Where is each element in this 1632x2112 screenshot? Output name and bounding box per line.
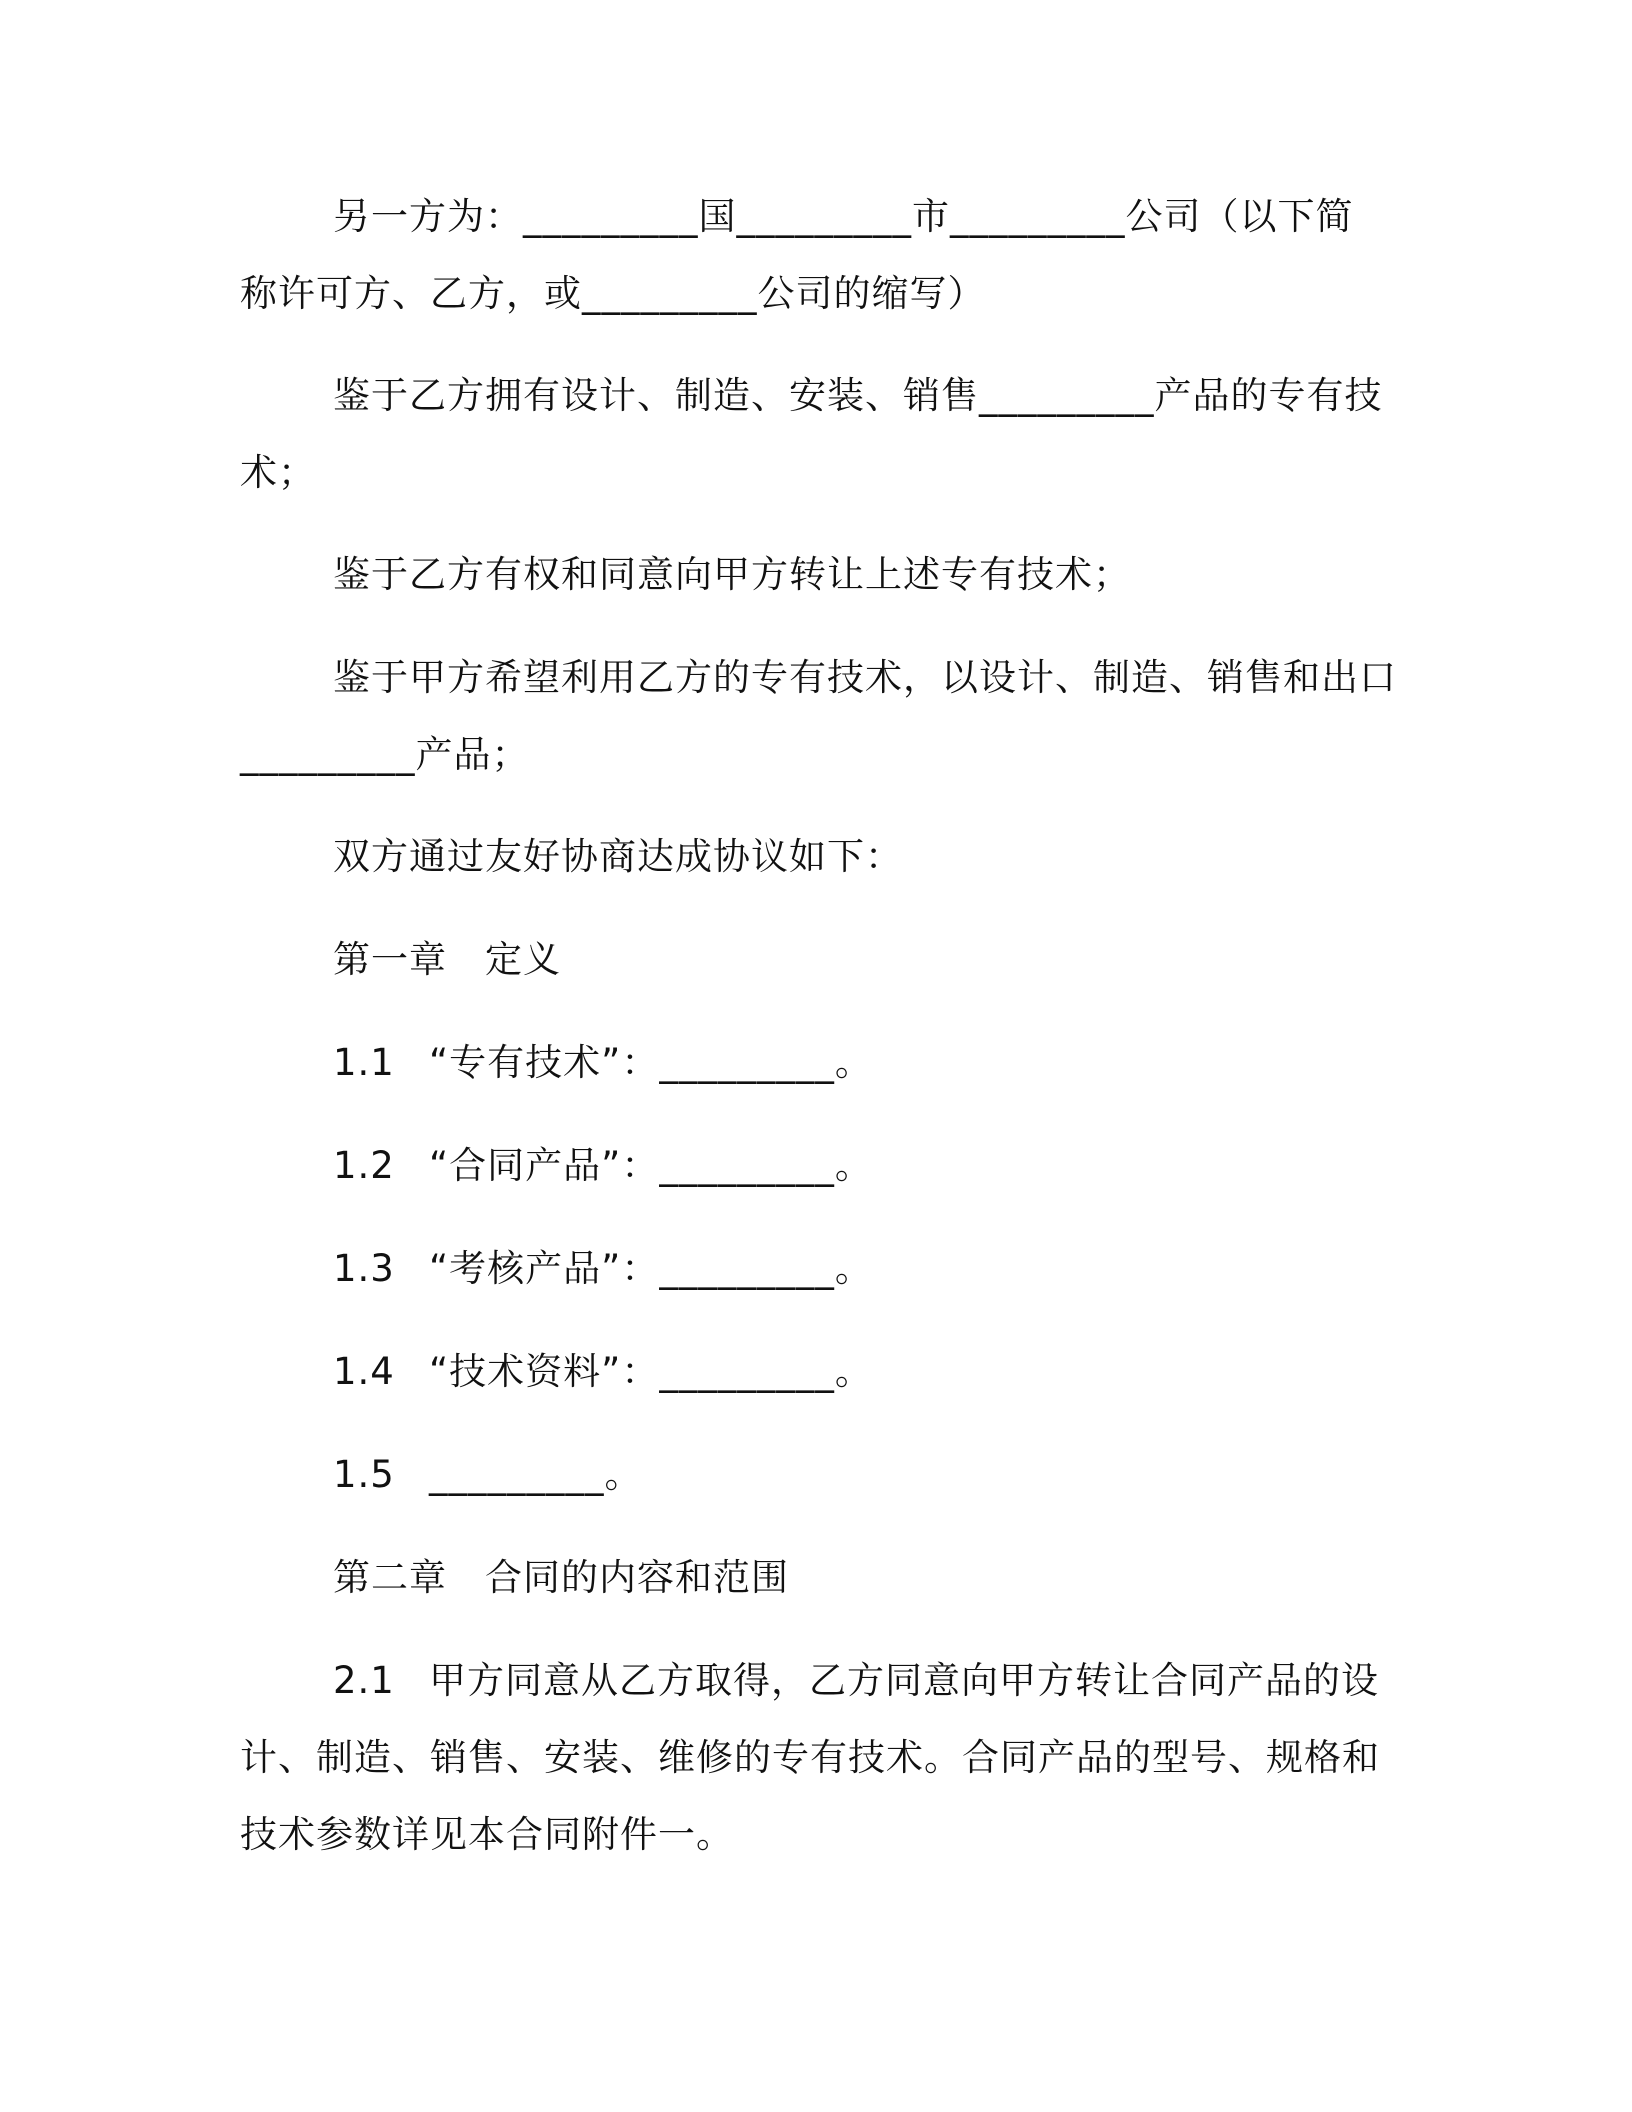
paragraph-other-party-line1: 另一方为：_________国_________市_________公司（以下简	[333, 195, 1354, 238]
paragraph-agreement-intro: 双方通过友好协商达成协议如下：	[333, 835, 903, 878]
definition-number: 1.5	[333, 1453, 395, 1496]
paragraph-whereas-3-line1: 鉴于甲方希望利用乙方的专有技术，以设计、制造、销售和出口	[333, 656, 1397, 699]
definition-number: 1.2	[333, 1144, 395, 1187]
clause-text: 甲方同意从乙方取得，乙方同意向甲方转让合同产品的设	[429, 1659, 1379, 1702]
paragraph-whereas-3-line2: _________产品；	[240, 733, 530, 776]
clause-2-1-line2: 计、制造、销售、安装、维修的专有技术。合同产品的型号、规格和	[240, 1736, 1380, 1779]
paragraph-whereas-1-line2: 术；	[240, 451, 316, 494]
paragraph-whereas-1-line1: 鉴于乙方拥有设计、制造、安装、销售_________产品的专有技	[333, 374, 1383, 417]
definition-text: “考核产品”：_________。	[429, 1247, 873, 1290]
clause-2-1-line3: 技术参数详见本合同附件一。	[240, 1813, 734, 1856]
definition-text: “技术资料”：_________。	[429, 1350, 873, 1393]
definition-text: “合同产品”：_________。	[429, 1144, 873, 1187]
chapter-2-heading	[333, 1556, 789, 1600]
definition-item	[333, 1247, 873, 1291]
definition-text: “专有技术”：_________。	[429, 1041, 873, 1084]
clause-number: 2.1	[333, 1659, 395, 1702]
chapter-2-number: 第二章	[333, 1556, 447, 1599]
paragraph-other-party-line2: 称许可方、乙方，或_________公司的缩写）	[240, 272, 986, 315]
definition-item	[333, 1453, 643, 1497]
definition-item	[333, 1144, 873, 1188]
definition-item	[333, 1350, 873, 1394]
paragraph-whereas-2: 鉴于乙方有权和同意向甲方转让上述专有技术；	[333, 553, 1131, 596]
clause-2-1-line1	[333, 1659, 1379, 1703]
chapter-1-heading	[333, 938, 561, 982]
chapter-1-number: 第一章	[333, 938, 447, 981]
definition-item	[333, 1041, 873, 1085]
definition-number: 1.1	[333, 1041, 395, 1084]
chapter-1-title: 定义	[485, 938, 561, 981]
definition-number: 1.3	[333, 1247, 395, 1290]
definition-number: 1.4	[333, 1350, 395, 1393]
chapter-2-title: 合同的内容和范围	[485, 1556, 789, 1599]
definition-text: _________。	[429, 1453, 643, 1496]
